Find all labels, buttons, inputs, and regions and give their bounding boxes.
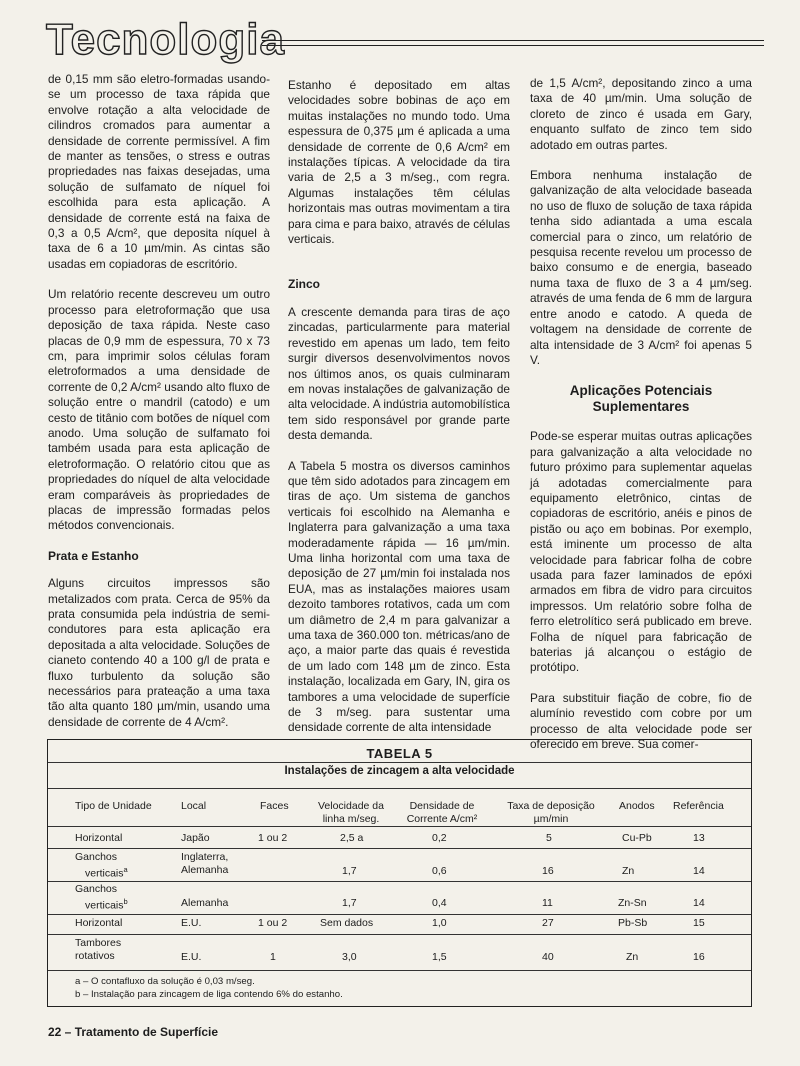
cell-velocidade: 1,7	[342, 897, 357, 909]
col-header-densidade	[394, 800, 490, 825]
page-footer: 22 – Tratamento de Superfície	[48, 1025, 219, 1039]
col-header-line: Taxa de deposição	[507, 800, 595, 812]
header-rule	[262, 45, 764, 46]
cell-line	[75, 864, 128, 880]
table-divider	[48, 762, 751, 763]
table-title: TABELA 5	[366, 746, 433, 761]
cell-line: Tambores	[75, 937, 122, 949]
cell-densidade: 0,6	[432, 865, 447, 877]
cell-taxa: 11	[542, 897, 553, 909]
col-header-referencia: Referência	[673, 800, 724, 812]
cell-velocidade: Sem dados	[320, 917, 374, 929]
col-header-faces: Faces	[260, 800, 289, 812]
table-divider	[48, 934, 751, 935]
cell-text: verticais	[85, 867, 124, 879]
table-divider	[48, 788, 751, 789]
col-header-local: Local	[181, 800, 207, 812]
cell-anodos: Pb-Sb	[618, 917, 648, 929]
cell-local: E.U.	[181, 951, 202, 963]
cell-faces: 1	[270, 951, 276, 963]
cell-faces: 1 ou 2	[258, 917, 288, 929]
cell-line: Ganchos	[75, 851, 118, 863]
cell-velocidade: 2,5 a	[340, 832, 364, 844]
text-column-2	[288, 78, 510, 751]
cell-line: Alemanha	[181, 863, 229, 876]
cell-local: Alemanha	[181, 897, 229, 909]
col-header-tipo: Tipo de Unidade	[75, 800, 152, 812]
cell-text: verticais	[85, 899, 124, 911]
section-title: Tecnologia	[46, 15, 285, 64]
cell-tipo	[75, 851, 128, 880]
footnote-marker: a	[123, 864, 128, 874]
table-divider	[48, 970, 751, 971]
paragraph: Um relatório recente descreveu um outro processo para eletroformação que usa deposição de taxa rápida. Neste caso placas de 0,9 mm de espessura, 70 x 73 cm, para imprimir solos células foram eletroformados a uma densidade de corrente de 0,2 A/cm² usando alto fluxo de solução entre o mandril (catodo) e um cesto de titânio com botões de níquel com anodo. Uma solução de sulfamato foi também usada para esta aplicação de eletroformação. O relatório citou que as propriedades do níquel de alta velocidade eram comparáveis às propriedades de placas de impressão formadas pelos métodos convencionais.	[48, 287, 270, 533]
cell-velocidade: 1,7	[342, 865, 357, 877]
cell-densidade: 0,4	[432, 897, 447, 909]
cell-line	[75, 896, 128, 912]
paragraph: de 0,15 mm são eletro-formadas usando-se um processo de taxa rápida que envolve rotação a alta velocidade de cilindros cromados para aumentar a densidade de corrente permissível. A fim de manter as tensões, o stress e outras propriedades nas faixas desejadas, uma solução de sulfamato de níquel foi escolhida para esta aplicação. A densidade de corrente está na faixa de 0,3 a 0,5 A/cm², que deposita níquel à taxa de 6 a 10 µm/min. As cintas são usadas em copiadoras de escritório.	[48, 72, 270, 271]
table-divider	[48, 848, 751, 849]
cell-tipo: Horizontal	[75, 917, 123, 929]
paragraph: A crescente demanda para tiras de aço zincadas, particularmente para material revestido em apenas um lado, tem feito surgir diversos desenvolvimentos novos nos últimos anos, os quais culminaram em novas instalações de galvanização de alta velocidade. A indústria automobilística tem sido responsável por grande parte desta demanda.	[288, 304, 510, 443]
cell-anodos: Zn	[626, 951, 639, 963]
table-footnote-b: b – Instalação para zincagem de liga contendo 6% do estanho.	[75, 989, 343, 1000]
paragraph: Pode-se esperar muitas outras aplicações para galvanização a alta velocidade no futuro próximo para suplementar aquelas já adotadas comercialmente para equipamento eletrônico, cintas de copiadoras de escritório, anéis e pinos de pistão ou aço em bobinas. Por exemplo, está iminente um processo de alta velocidade para fabricar folha de cobre usada para fazer laminados de epóxi armados em fibra de vidro para circuitos impressos. Um relatório sobre folha de ferro eletrolítico será publicado em breve. Folha de níquel para fabricação de baterias já alcançou o estágio de protótipo.	[530, 429, 752, 675]
cell-taxa: 5	[546, 832, 552, 844]
cell-anodos: Zn-Sn	[618, 897, 647, 909]
text-column-3	[530, 76, 752, 767]
subheading-aplicacoes: Aplicações Potenciais Suplementares	[569, 383, 713, 415]
footnote-marker: b	[123, 896, 128, 906]
subheading-prata-estanho: Prata e Estanho	[48, 548, 139, 563]
cell-referencia: 15	[693, 917, 705, 929]
paragraph: Alguns circuitos impressos são metalizados com prata. Cerca de 95% da prata consumida pela indústria de semi-condutores para esta aplicação era depositada a alta velocidade. Soluções de cianeto contendo 40 a 100 g/l de prata e fluxo turbulento da solução são necessários para prateação a uma taxa tão alta quanto 180 µm/min, usando uma densidade de corrente de 4 A/cm².	[48, 576, 270, 729]
cell-line: Ganchos	[75, 883, 118, 895]
cell-line: rotativos	[75, 949, 115, 962]
table-subtitle: Instalações de zincagem a alta velocidade	[284, 765, 515, 777]
cell-referencia: 14	[693, 865, 705, 877]
col-header-line: linha m/seg.	[322, 812, 380, 825]
cell-taxa: 27	[542, 917, 554, 929]
cell-anodos: Cu-Pb	[622, 832, 652, 844]
cell-anodos: Zn	[622, 865, 635, 877]
cell-taxa: 16	[542, 865, 554, 877]
col-header-line: Velocidade da	[318, 800, 384, 812]
table-footnote-a: a – O contafluxo da solução é 0,03 m/seg.	[75, 976, 255, 987]
table-divider	[48, 914, 751, 915]
cell-faces: 1 ou 2	[258, 832, 288, 844]
paragraph: Estanho é depositado em altas velocidades sobre bobinas de aço em muitas instalações no mundo todo. Uma espessura de 0,375 µm é aplicada a uma densidade de corrente de 0,6 A/cm² em instalações típicas. A velocidade da tira varia de 2,5 a 3 m/seg., com regra. Algumas instalações têm células horizontais mas outras movimentam a tira para cima e para baixo, através de células verticais.	[288, 78, 510, 247]
cell-line: Inglaterra,	[181, 851, 229, 863]
cell-referencia: 16	[693, 951, 705, 963]
paragraph: Embora nenhuma instalação de galvanização de alta velocidade baseada no uso de fluxo de solução de taxa rápida tenha sido adiantada a uma escala comercial para o zinco, um relatório de pesquisa recente revelou um processo de baixo consumo e de energia, baseado numa taxa de fluxo de 3 a 4 µm/seg. através de uma fenda de 6 mm de largura entre anodo e catodo. A queda de voltagem na densidade de corrente de alta intensidade de 3 A/cm² foi apenas 5 V.	[530, 168, 752, 367]
table-divider	[48, 881, 751, 882]
header-rule	[262, 40, 764, 41]
cell-taxa: 40	[542, 951, 554, 963]
table-5	[47, 739, 752, 1007]
paragraph: de 1,5 A/cm², depositando zinco a uma taxa de 40 µm/min. Uma solução de cloreto de zinco é usada em Gary, enquanto sulfato de zinco tem sido adotado em outras partes.	[530, 76, 752, 152]
cell-velocidade: 3,0	[342, 951, 357, 963]
col-header-line: Densidade de	[409, 800, 475, 812]
table-divider	[48, 826, 751, 827]
cell-tipo: Horizontal	[75, 832, 123, 844]
col-header-line: µm/min	[533, 812, 569, 825]
cell-densidade: 1,5	[432, 951, 447, 963]
cell-tipo	[75, 937, 121, 962]
cell-densidade: 1,0	[432, 917, 447, 929]
cell-local	[181, 851, 228, 876]
cell-referencia: 13	[693, 832, 705, 844]
col-header-line: Corrente A/cm²	[406, 812, 478, 825]
paragraph: A Tabela 5 mostra os diversos caminhos que têm sido adotados para zincagem em tiras de aço. Um sistema de ganchos verticais foi escolhido na Alemanha e Inglaterra para galvanização a uma taxa moderadamente rápida — 16 µm/min. Uma linha horizontal com uma taxa de deposição de 27 µm/min foi instalada nos EUA, mas as instalações maiores usam dezoito tambores rotativos, cada um com um diâmetro de 2,4 m para galvanizar a uma taxa de 360.000 ton. métricas/ano de aço, a maior parte das quais é revestida de um lado com 148 µm de zinco. Esta instalação, localizada em Gary, IN, gira os tambores a uma velocidade de superfície de 3 m/seg. para sustentar uma densidade corrente de alta intensidade	[288, 458, 510, 735]
col-header-taxa	[496, 800, 606, 825]
cell-local: Japão	[181, 832, 210, 844]
text-column-1	[48, 72, 270, 745]
cell-tipo	[75, 883, 128, 912]
cell-referencia: 14	[693, 897, 705, 909]
col-header-velocidade	[306, 800, 396, 825]
col-header-anodos: Anodos	[619, 800, 655, 812]
cell-local: E.U.	[181, 917, 202, 929]
subheading-zinco: Zinco	[288, 277, 320, 292]
cell-densidade: 0,2	[432, 832, 447, 844]
paragraph: Para substituir fiação de cobre, fio de alumínio revestido com cobre por um processo de alta velocidade pode ser oferecido em breve. Sua comer-	[530, 690, 752, 752]
